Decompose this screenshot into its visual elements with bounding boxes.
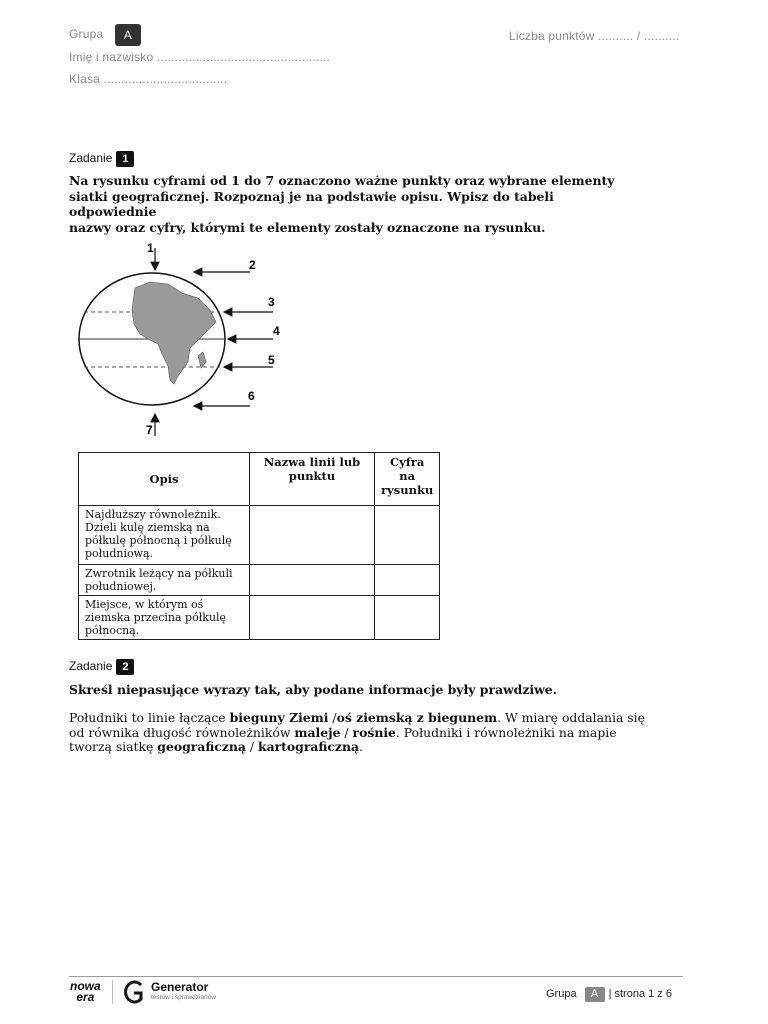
option-kartograficzna[interactable]: kartograficzną (258, 739, 360, 754)
group-label: Grupa (69, 27, 104, 42)
col-header-nazwa: Nazwa linii lub punktu (250, 453, 375, 506)
logo-separator (112, 980, 113, 1004)
answer-name-cell[interactable] (250, 506, 375, 565)
option-maleje[interactable]: maleje (294, 724, 341, 740)
figure-label-6: 6 (248, 389, 255, 403)
footer-page-info: Grupa A | strona 1 z 6 (546, 988, 672, 1000)
group-badge: A (115, 24, 141, 46)
class-line: Klasa ................................... (69, 72, 228, 86)
answer-digit-cell[interactable] (375, 506, 440, 565)
col-header-opis: Opis (79, 453, 250, 506)
paragraph-line-1: Południki to linie łączące bieguny Ziemi /oś ziemską z biegunem. W miarę oddalania się (69, 710, 645, 725)
task-1-instruction: Na rysunku cyframi od 1 do 7 oznaczono ważne punkty oraz wybrane elementy siatki geograficznej. Rozpoznaj je na podstawie opisu. Wpisz do tabeli odpowiednie nazwy oraz cyfry, którymi te elementy zostały oznaczone na rysunku. (69, 173, 615, 235)
points-line: Liczba punktów .......... / .......... (509, 29, 680, 43)
row-description: Miejsce, w którym oś ziemska przecina półkulę północną. (79, 596, 250, 640)
figure-label-1: 1 (147, 241, 154, 255)
task-2-instruction: Skreśl niepasujące wyrazy tak, aby podane informacje były prawdziwe. (69, 682, 557, 697)
page-number: | strona 1 z 6 (608, 988, 672, 1000)
table-row (79, 565, 440, 596)
figure-label-4: 4 (273, 324, 280, 338)
task-2-number: 2 (116, 659, 134, 675)
task-2-label: Zadanie 2 (69, 659, 134, 675)
generator-logo-icon (123, 980, 145, 1004)
globe-figure (70, 238, 300, 438)
table-header-row (79, 453, 440, 506)
footer-divider (69, 976, 683, 977)
figure-label-3: 3 (268, 295, 275, 309)
paragraph-line-3: tworzą siatkę geograficzną / kartograficzną. (69, 739, 363, 754)
row-description: Zwrotnik leżący na półkuli południowej. (79, 565, 250, 596)
figure-label-7: 7 (146, 423, 153, 437)
paragraph-line-2: od równika długość równoleżników maleje / rośnie. Południki i równoleżniki na mapie (69, 724, 617, 740)
option-os-ziemska[interactable]: oś ziemską z biegunem (336, 710, 498, 725)
figure-label-2: 2 (249, 258, 256, 272)
task-2-paragraph (69, 711, 649, 755)
answer-digit-cell[interactable] (375, 596, 440, 640)
group-field (69, 24, 141, 46)
col-header-cyfra: Cyfra na rysunku (375, 453, 440, 506)
answer-digit-cell[interactable] (375, 565, 440, 596)
name-line: Imię i nazwisko ................................................. (69, 50, 331, 64)
row-description: Najdłuższy równoleżnik. Dzieli kulę ziemską na półkulę północną i półkulę południową. (79, 506, 250, 565)
figure-label-5: 5 (268, 353, 275, 367)
generator-logo-text: Generator testów i sprawdzianów (151, 980, 217, 1001)
answer-table (78, 452, 440, 640)
task-1-number: 1 (116, 151, 134, 167)
footer-group-badge: A (585, 987, 605, 1002)
option-geograficzna[interactable]: geograficzną (157, 739, 246, 754)
answer-name-cell[interactable] (250, 565, 375, 596)
answer-name-cell[interactable] (250, 596, 375, 640)
task-1-label: Zadanie 1 (69, 151, 134, 167)
table-row (79, 596, 440, 640)
option-rosnie[interactable]: rośnie (352, 724, 396, 740)
table-row (79, 506, 440, 565)
option-bieguny[interactable]: bieguny Ziemi (229, 710, 329, 725)
nowa-era-logo: nowa era (70, 979, 101, 1004)
